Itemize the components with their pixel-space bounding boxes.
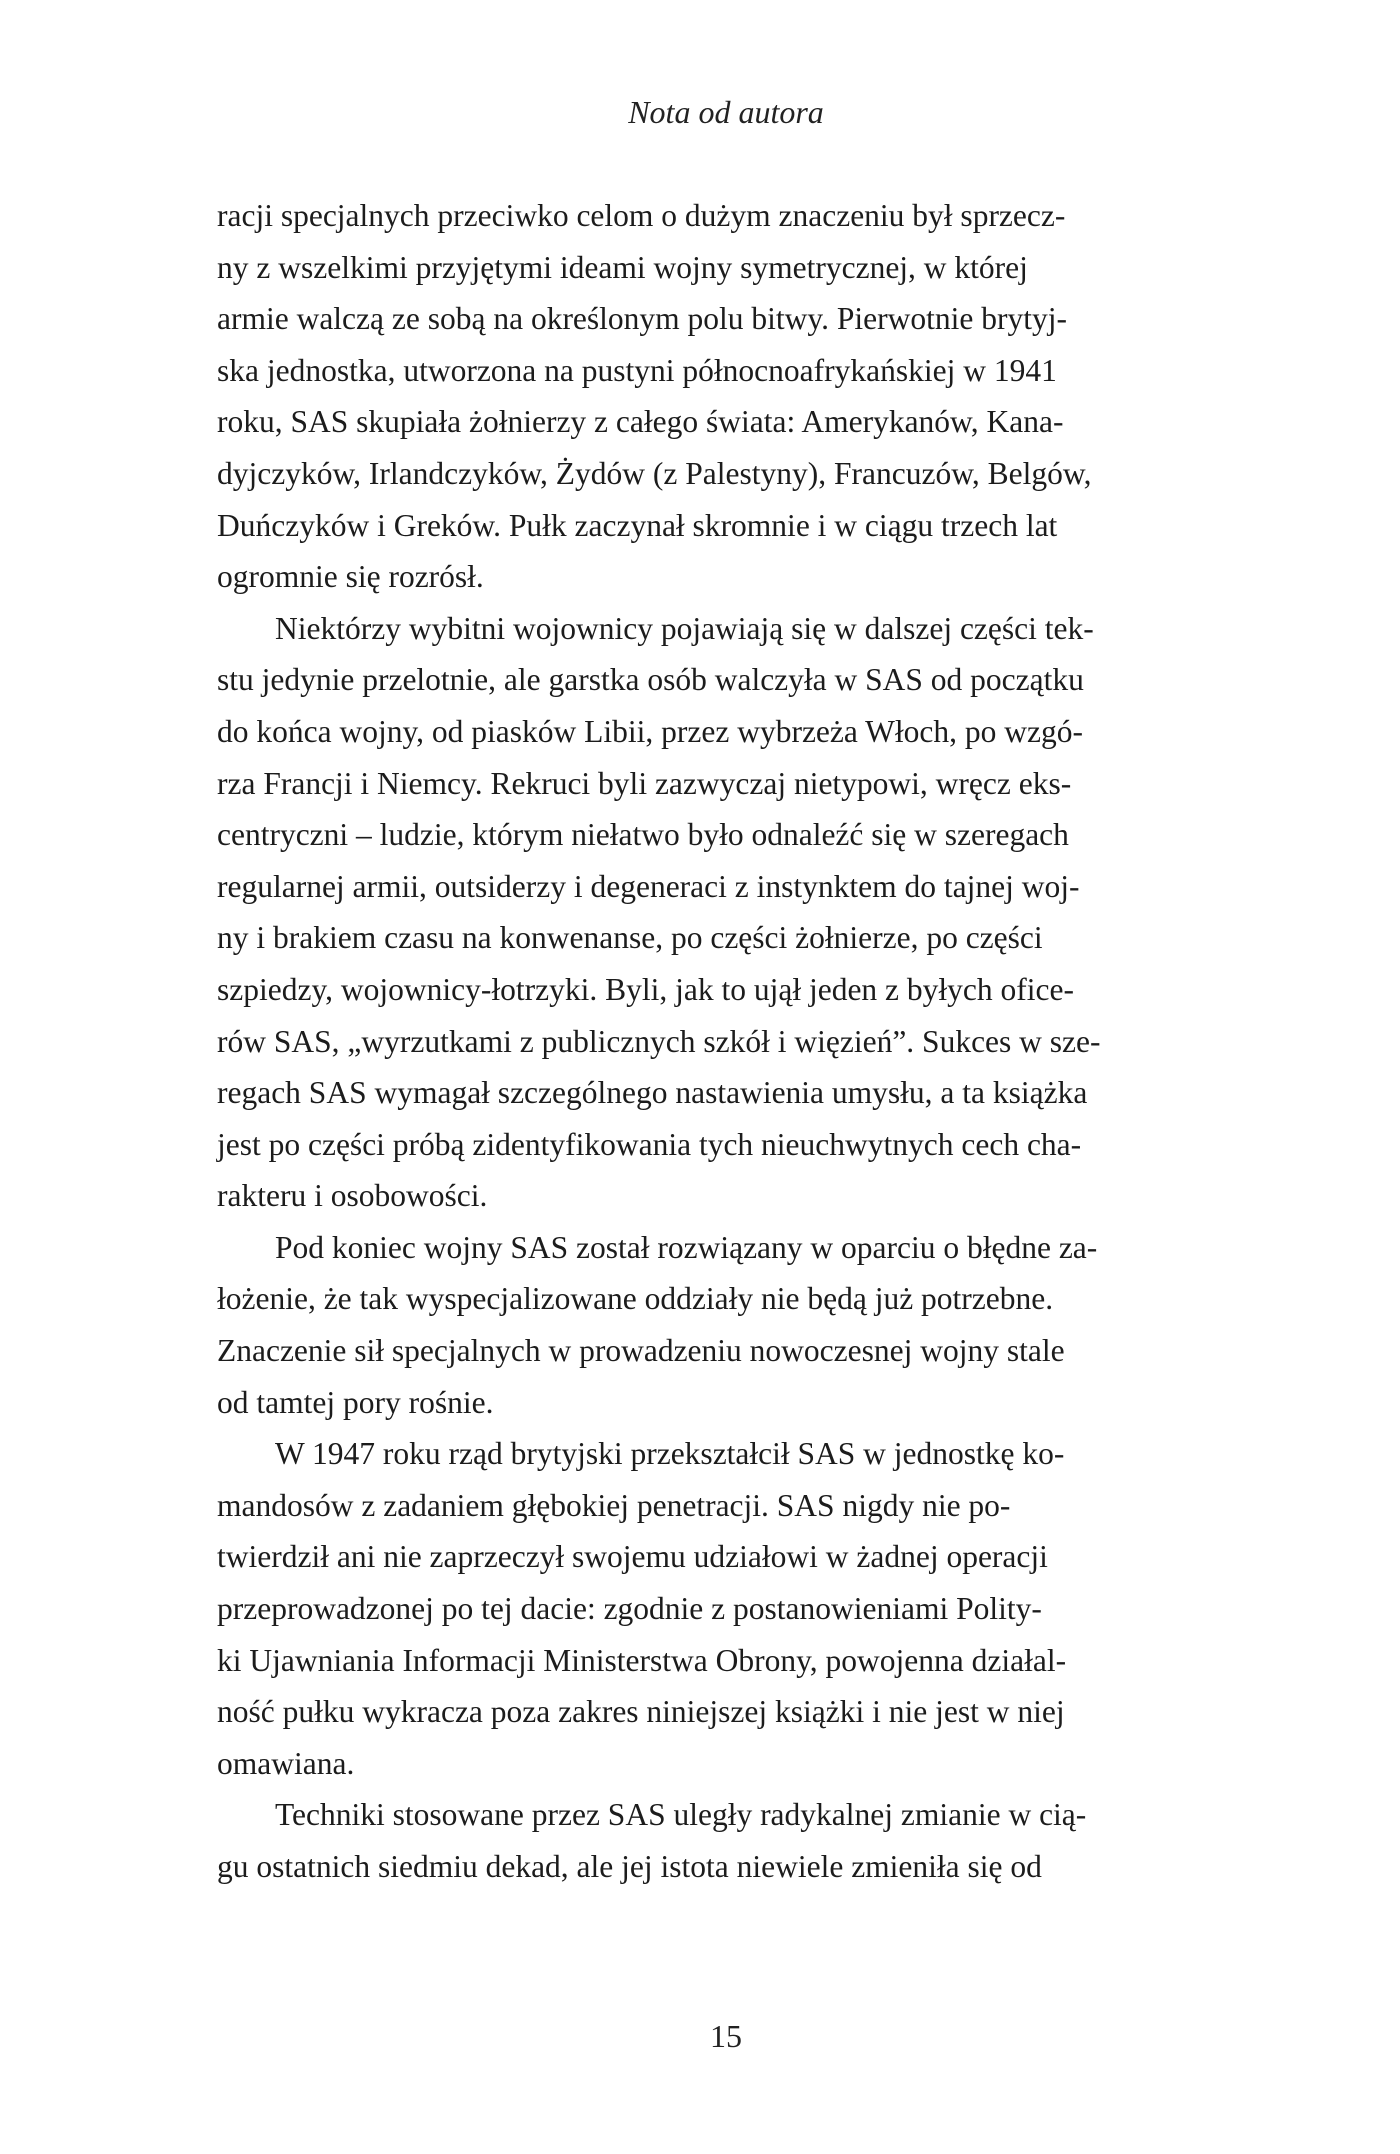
paragraph — [217, 1789, 1235, 1892]
text-line: rakteru i osobowości. — [217, 1178, 488, 1214]
text-line: rza Francji i Niemcy. Rekruci byli zazwyczaj nietypowi, wręcz eks- — [217, 765, 1072, 801]
text-line: twierdził ani nie zaprzeczył swojemu udziałowi w żadnej operacji — [217, 1539, 1048, 1575]
text-line: regularnej armii, outsiderzy i degeneraci z instynktem do tajnej woj- — [217, 868, 1080, 904]
text-line: od tamtej pory rośnie. — [217, 1384, 494, 1420]
text-line: szpiedzy, wojownicy-łotrzyki. Byli, jak to ujął jeden z byłych ofice- — [217, 971, 1074, 1007]
text-line: omawiana. — [217, 1745, 355, 1781]
text-line: Duńczyków i Greków. Pułk zaczynał skromnie i w ciągu trzech lat — [217, 507, 1058, 543]
text-line: ny z wszelkimi przyjętymi ideami wojny symetrycznej, w której — [217, 249, 1028, 285]
text-line: łożenie, że tak wyspecjalizowane oddziały nie będą już potrzebne. — [217, 1281, 1054, 1317]
text-line: dyjczyków, Irlandczyków, Żydów (z Palestyny), Francuzów, Belgów, — [217, 455, 1092, 491]
text-line: ogromnie się rozrósł. — [217, 559, 484, 595]
text-line: stu jedynie przelotnie, ale garstka osób walczyła w SAS od początku — [217, 662, 1084, 698]
paragraph — [217, 1222, 1235, 1428]
text-line: armie walczą ze sobą na określonym polu bitwy. Pierwotnie brytyj- — [217, 301, 1067, 337]
text-line: do końca wojny, od piasków Libii, przez wybrzeża Włoch, po wzgó- — [217, 713, 1083, 749]
text-line: Techniki stosowane przez SAS uległy radykalnej zmianie w cią- — [275, 1797, 1087, 1833]
text-line: Znaczenie sił specjalnych w prowadzeniu nowoczesnej wojny stale — [217, 1333, 1065, 1369]
text-line: gu ostatnich siedmiu dekad, ale jej istota niewiele zmieniła się od — [217, 1849, 1042, 1884]
text-line: W 1947 roku rząd brytyjski przekształcił SAS w jednostkę ko- — [275, 1436, 1065, 1472]
text-line: ny i brakiem czasu na konwenanse, po części żołnierze, po części — [217, 920, 1043, 956]
text-line: rów SAS, „wyrzutkami z publicznych szkół i więzień”. Sukces w sze- — [217, 1023, 1101, 1059]
text-line: roku, SAS skupiała żołnierzy z całego świata: Amerykanów, Kana- — [217, 404, 1064, 440]
paragraph — [217, 1428, 1235, 1789]
page-number: 15 — [710, 2018, 742, 2054]
text-line: mandosów z zadaniem głębokiej penetracji. SAS nigdy nie po- — [217, 1487, 1011, 1523]
text-line: ki Ujawniania Informacji Ministerstwa Obrony, powojenna działal- — [217, 1642, 1067, 1678]
text-line: jest po części próbą zidentyfikowania tych nieuchwytnych cech cha- — [217, 1126, 1082, 1162]
paragraph — [217, 603, 1235, 1222]
text-line: centryczni – ludzie, którym niełatwo było odnaleźć się w szeregach — [217, 817, 1069, 853]
body-text — [217, 190, 1235, 1893]
text-line: ska jednostka, utworzona na pustyni północnoafrykańskiej w 1941 — [217, 352, 1057, 388]
text-line: regach SAS wymagał szczególnego nastawienia umysłu, a ta książka — [217, 1075, 1088, 1111]
paragraph — [217, 190, 1235, 603]
text-line: ność pułku wykracza poza zakres niniejszej książki i nie jest w niej — [217, 1694, 1065, 1730]
text-line: Niektórzy wybitni wojownicy pojawiają się w dalszej części tek- — [275, 610, 1094, 646]
text-line: racji specjalnych przeciwko celom o dużym znaczeniu był sprzecz- — [217, 198, 1066, 233]
running-head-title: Nota od autora — [628, 94, 824, 130]
text-line: Pod koniec wojny SAS został rozwiązany w oparciu o błędne za- — [275, 1229, 1098, 1265]
text-line: przeprowadzonej po tej dacie: zgodnie z postanowieniami Polity- — [217, 1591, 1042, 1627]
